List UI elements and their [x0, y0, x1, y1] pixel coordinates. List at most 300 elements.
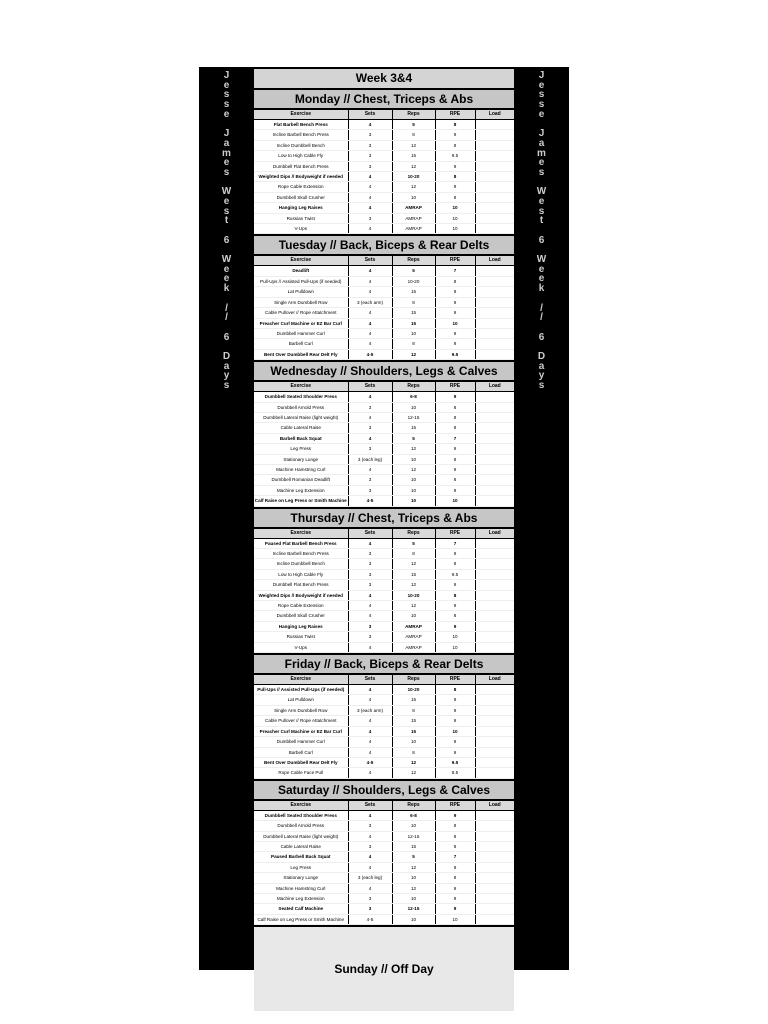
side-letter: D [537, 350, 546, 362]
side-letter: 6 [538, 331, 545, 343]
column-header: Sets [348, 256, 392, 266]
exercise-name: Leg Press [254, 444, 348, 454]
load-cell[interactable] [475, 716, 514, 726]
exercise-name: Rope Cable Face Pull [254, 768, 348, 778]
sets-cell: 4 [348, 192, 392, 202]
load-cell[interactable] [475, 213, 514, 223]
exercise-name: Dumbbell Hammer Curl [254, 737, 348, 747]
table-row [254, 580, 514, 590]
side-letter: s [538, 99, 545, 111]
rpe-cell: 8 [435, 412, 475, 422]
table-row [254, 642, 514, 652]
load-cell[interactable] [475, 182, 514, 192]
sets-cell: 4 [348, 120, 392, 130]
day-section [254, 507, 514, 653]
sets-cell: 4 [348, 182, 392, 192]
sets-cell: 3 [348, 821, 392, 831]
reps-cell: 8 [392, 549, 435, 559]
exercise-name: Preacher Curl Machine or EZ Bar Curl [254, 318, 348, 328]
table-row [254, 402, 514, 412]
load-cell[interactable] [475, 685, 514, 695]
rpe-cell: 8 [435, 402, 475, 412]
side-letter: e [223, 273, 230, 285]
reps-cell: 12 [392, 768, 435, 778]
reps-cell: 8 [392, 297, 435, 307]
reps-cell: 12 [392, 140, 435, 150]
exercise-name: Dumbbell Seated Shoulder Press [254, 810, 348, 820]
exercise-name: Machine Hamstring Curl [254, 883, 348, 893]
exercise-table [254, 382, 514, 506]
day-title: Tuesday // Back, Biceps & Rear Delts [254, 234, 514, 256]
load-cell[interactable] [475, 642, 514, 652]
load-cell[interactable] [475, 821, 514, 831]
load-cell[interactable] [475, 538, 514, 548]
exercise-name: Dumbbell Arnold Press [254, 821, 348, 831]
table-row [254, 768, 514, 778]
load-cell[interactable] [475, 328, 514, 338]
side-letter: y [538, 370, 545, 382]
rpe-cell: 9 [435, 444, 475, 454]
reps-cell: AMRAP [392, 621, 435, 631]
load-cell[interactable] [475, 392, 514, 402]
sets-cell: 3 [348, 904, 392, 914]
load-cell[interactable] [475, 611, 514, 621]
reps-cell: 12 [392, 883, 435, 893]
sets-cell: 4-5 [348, 914, 392, 924]
side-letter: s [223, 166, 230, 178]
exercise-name: Barbell Curl [254, 339, 348, 349]
reps-cell: 8 [392, 339, 435, 349]
column-header: RPE [435, 801, 475, 811]
rpe-cell: 9.5 [435, 757, 475, 767]
table-row [254, 172, 514, 182]
side-letter: a [538, 137, 545, 149]
sets-cell: 4 [348, 685, 392, 695]
sets-cell: 4 [348, 852, 392, 862]
load-cell[interactable] [475, 549, 514, 559]
table-row [254, 904, 514, 914]
rpe-cell: 7 [435, 538, 475, 548]
rpe-cell: 8 [435, 841, 475, 851]
load-cell[interactable] [475, 590, 514, 600]
rpe-cell: 9 [435, 580, 475, 590]
column-header: Exercise [254, 529, 348, 539]
sets-cell: 4 [348, 308, 392, 318]
load-cell[interactable] [475, 726, 514, 736]
rpe-cell: 9 [435, 287, 475, 297]
rpe-cell: 8.5 [435, 768, 475, 778]
exercise-name: Low to High Cable Fly [254, 151, 348, 161]
load-cell[interactable] [475, 444, 514, 454]
side-letter: J [223, 128, 230, 140]
load-cell[interactable] [475, 308, 514, 318]
sets-cell: 4 [348, 412, 392, 422]
column-header: Load [475, 382, 514, 392]
load-cell[interactable] [475, 810, 514, 820]
reps-cell: 15 [392, 151, 435, 161]
column-header: RPE [435, 110, 475, 120]
table-row [254, 496, 514, 506]
load-cell[interactable] [475, 737, 514, 747]
rpe-cell: 9 [435, 328, 475, 338]
load-cell[interactable] [475, 318, 514, 328]
side-letter: e [538, 108, 545, 120]
reps-cell: AMRAP [392, 224, 435, 234]
reps-cell: 12 [392, 182, 435, 192]
table-row [254, 757, 514, 767]
load-cell[interactable] [475, 559, 514, 569]
exercise-name: Dumbbell Skull Crusher [254, 192, 348, 202]
sets-cell: 4 [348, 611, 392, 621]
table-row [254, 841, 514, 851]
table-row [254, 266, 514, 276]
rpe-cell: 10 [435, 213, 475, 223]
side-letter: J [538, 128, 545, 140]
reps-cell: 10 [392, 496, 435, 506]
load-cell[interactable] [475, 192, 514, 202]
reps-cell: 10 [392, 328, 435, 338]
rpe-cell: 8 [435, 172, 475, 182]
table-row [254, 747, 514, 757]
exercise-name: Weighted Dips // Bodyweight if needed [254, 172, 348, 182]
table-row [254, 182, 514, 192]
side-letter: e [223, 195, 230, 207]
sets-cell: 4 [348, 339, 392, 349]
load-cell[interactable] [475, 485, 514, 495]
table-row [254, 716, 514, 726]
table-row [254, 821, 514, 831]
load-cell[interactable] [475, 266, 514, 276]
table-row [254, 328, 514, 338]
column-header: Load [475, 110, 514, 120]
exercise-name: Paused Barbell Back Squat [254, 852, 348, 862]
reps-cell: 10 [392, 873, 435, 883]
rpe-cell: 9 [435, 392, 475, 402]
exercise-name: Dumbbell Skull Crusher [254, 611, 348, 621]
table-row [254, 559, 514, 569]
exercise-name: Machine Hamstring Curl [254, 464, 348, 474]
side-letter: e [223, 157, 230, 169]
reps-cell: 6-8 [392, 810, 435, 820]
sets-cell: 3 [348, 444, 392, 454]
reps-cell: 12 [392, 757, 435, 767]
rpe-cell: 8 [435, 276, 475, 286]
rpe-cell: 9 [435, 747, 475, 757]
load-cell[interactable] [475, 120, 514, 130]
table-header-row [254, 382, 514, 392]
load-cell[interactable] [475, 873, 514, 883]
rpe-cell: 8 [435, 423, 475, 433]
sets-cell: 3 [348, 559, 392, 569]
load-cell[interactable] [475, 496, 514, 506]
table-row [254, 852, 514, 862]
exercise-name: Stationary Lunge [254, 873, 348, 883]
load-cell[interactable] [475, 883, 514, 893]
load-cell[interactable] [475, 580, 514, 590]
table-row [254, 475, 514, 485]
table-row [254, 192, 514, 202]
load-cell[interactable] [475, 904, 514, 914]
exercise-name: Deadlift [254, 266, 348, 276]
week-title: Week 3&4 [254, 69, 514, 90]
rpe-cell: 9 [435, 601, 475, 611]
rpe-cell: 10 [435, 496, 475, 506]
side-letter: J [223, 70, 230, 81]
sets-cell: 4 [348, 318, 392, 328]
column-header: Exercise [254, 675, 348, 685]
exercise-name: Lat Pulldown [254, 287, 348, 297]
reps-cell: 5 [392, 852, 435, 862]
sets-cell: 3 [348, 161, 392, 171]
column-header: Sets [348, 675, 392, 685]
reps-cell: 10 [392, 821, 435, 831]
side-letter: W [221, 254, 232, 266]
exercise-name: Barbell Curl [254, 747, 348, 757]
sets-cell: 3 [348, 423, 392, 433]
sets-cell: 3 [348, 475, 392, 485]
reps-cell: 15 [392, 423, 435, 433]
exercise-name: Russian Twist [254, 213, 348, 223]
reps-cell: 10 [392, 192, 435, 202]
reps-cell: 10 [392, 402, 435, 412]
rpe-cell: 9 [435, 883, 475, 893]
load-cell[interactable] [475, 747, 514, 757]
load-cell[interactable] [475, 757, 514, 767]
sets-cell: 3 [348, 485, 392, 495]
rpe-cell: 9 [435, 485, 475, 495]
rpe-cell: 9 [435, 297, 475, 307]
side-letter: m [222, 147, 231, 159]
reps-cell: 15 [392, 726, 435, 736]
exercise-name: Stationary Lunge [254, 454, 348, 464]
rpe-cell: 9 [435, 737, 475, 747]
program-content [254, 69, 514, 1011]
side-letter: s [538, 166, 545, 178]
load-cell[interactable] [475, 402, 514, 412]
exercise-name: Cable Pullover // Rope Attatchment [254, 308, 348, 318]
side-letter: t [539, 215, 544, 227]
table-row [254, 120, 514, 130]
side-letter: D [222, 350, 231, 362]
load-cell[interactable] [475, 349, 514, 359]
column-header: Reps [392, 382, 435, 392]
side-letter: W [221, 186, 232, 198]
rpe-cell: 8 [435, 821, 475, 831]
exercise-table [254, 675, 514, 779]
sets-cell: 4-5 [348, 757, 392, 767]
load-cell[interactable] [475, 914, 514, 924]
exercise-name: Pull-Ups // Assisted Pull-Ups (if needed) [254, 685, 348, 695]
sets-cell: 4-5 [348, 496, 392, 506]
column-header: Exercise [254, 382, 348, 392]
load-cell[interactable] [475, 423, 514, 433]
side-letter: s [223, 99, 230, 111]
sets-cell: 4 [348, 737, 392, 747]
side-letter: m [537, 147, 546, 159]
exercise-name: Dumbbell Seated Shoulder Press [254, 392, 348, 402]
load-cell[interactable] [475, 161, 514, 171]
day-title: Monday // Chest, Triceps & Abs [254, 90, 514, 110]
exercise-name: Incline Barbell Bench Press [254, 130, 348, 140]
load-cell[interactable] [475, 224, 514, 234]
table-header-row [254, 529, 514, 539]
table-row [254, 203, 514, 213]
load-cell[interactable] [475, 768, 514, 778]
reps-cell: 15 [392, 287, 435, 297]
load-cell[interactable] [475, 130, 514, 140]
table-row [254, 685, 514, 695]
exercise-name: Incline Dumbbell Bench [254, 559, 348, 569]
rpe-cell: 10 [435, 318, 475, 328]
day-section [254, 360, 514, 506]
side-letter: t [224, 215, 229, 227]
column-header: Reps [392, 110, 435, 120]
side-letter: J [538, 70, 545, 81]
sets-cell: 3 [348, 569, 392, 579]
load-cell[interactable] [475, 695, 514, 705]
side-letter: / [540, 302, 543, 314]
column-header: RPE [435, 256, 475, 266]
load-cell[interactable] [475, 297, 514, 307]
side-letter: W [536, 254, 547, 266]
rpe-cell: 9 [435, 308, 475, 318]
sets-cell: 4 [348, 464, 392, 474]
sets-cell: 4 [348, 642, 392, 652]
column-header: Sets [348, 529, 392, 539]
sets-cell: 4 [348, 862, 392, 872]
load-cell[interactable] [475, 621, 514, 631]
load-cell[interactable] [475, 475, 514, 485]
side-letter: s [223, 89, 230, 101]
table-row [254, 287, 514, 297]
sets-cell: 3 (each leg) [348, 454, 392, 464]
load-cell[interactable] [475, 569, 514, 579]
table-row [254, 914, 514, 924]
reps-cell: 10 [392, 893, 435, 903]
load-cell[interactable] [475, 601, 514, 611]
load-cell[interactable] [475, 852, 514, 862]
column-header: Load [475, 675, 514, 685]
table-row [254, 130, 514, 140]
load-cell[interactable] [475, 433, 514, 443]
rpe-cell: 8 [435, 454, 475, 464]
exercise-name: Barbell Back Squat [254, 433, 348, 443]
sets-cell: 4 [348, 768, 392, 778]
exercise-name: Incline Dumbbell Bench [254, 140, 348, 150]
exercise-name: Lat Pulldown [254, 695, 348, 705]
side-letter: / [540, 312, 543, 324]
rpe-cell: 9.5 [435, 151, 475, 161]
sets-cell: 4 [348, 276, 392, 286]
reps-cell: 10 [392, 737, 435, 747]
reps-cell: 15 [392, 841, 435, 851]
load-cell[interactable] [475, 339, 514, 349]
load-cell[interactable] [475, 831, 514, 841]
exercise-name: Rope Cable Extension [254, 182, 348, 192]
exercise-name: Bent Over Dumbbell Rear Delt Fly [254, 349, 348, 359]
side-letter: e [538, 79, 545, 91]
sets-cell: 3 [348, 632, 392, 642]
table-row [254, 318, 514, 328]
exercise-name: Single Arm Dumbbell Row [254, 297, 348, 307]
day-title: Wednesday // Shoulders, Legs & Calves [254, 360, 514, 382]
rpe-cell: 9 [435, 716, 475, 726]
exercise-name: V-Ups [254, 642, 348, 652]
load-cell[interactable] [475, 893, 514, 903]
table-row [254, 349, 514, 359]
side-letter: s [538, 380, 545, 391]
table-row [254, 695, 514, 705]
load-cell[interactable] [475, 203, 514, 213]
table-row [254, 161, 514, 171]
exercise-name: Single Arm Dumbbell Row [254, 705, 348, 715]
load-cell[interactable] [475, 140, 514, 150]
exercise-name: Machine Leg Extension [254, 893, 348, 903]
load-cell[interactable] [475, 705, 514, 715]
table-header-row [254, 256, 514, 266]
side-letter: y [223, 370, 230, 382]
rpe-cell: 10 [435, 914, 475, 924]
exercise-name: Bent Over Dumbbell Rear Delt Fly [254, 757, 348, 767]
reps-cell: 10 [392, 454, 435, 464]
rpe-cell: 9 [435, 904, 475, 914]
rpe-cell: 8 [435, 192, 475, 202]
exercise-name: Weighted Dips // Bodyweight if needed [254, 590, 348, 600]
column-header: Sets [348, 382, 392, 392]
load-cell[interactable] [475, 632, 514, 642]
side-letter: / [225, 312, 228, 324]
load-cell[interactable] [475, 862, 514, 872]
table-row [254, 810, 514, 820]
reps-cell: 12-15 [392, 412, 435, 422]
side-letter: W [536, 186, 547, 198]
table-row [254, 726, 514, 736]
reps-cell: 12 [392, 862, 435, 872]
load-cell[interactable] [475, 412, 514, 422]
load-cell[interactable] [475, 287, 514, 297]
rpe-cell: 8 [435, 590, 475, 600]
exercise-name: Machine Leg Extension [254, 485, 348, 495]
column-header: Load [475, 801, 514, 811]
sets-cell: 4 [348, 433, 392, 443]
table-row [254, 737, 514, 747]
reps-cell: AMRAP [392, 213, 435, 223]
rpe-cell: 9 [435, 862, 475, 872]
side-letter: 6 [223, 234, 230, 246]
load-cell[interactable] [475, 464, 514, 474]
reps-cell: 5 [392, 538, 435, 548]
load-cell[interactable] [475, 172, 514, 182]
column-header: RPE [435, 382, 475, 392]
column-header: Load [475, 256, 514, 266]
sets-cell: 4 [348, 203, 392, 213]
rpe-cell: 9 [435, 705, 475, 715]
rpe-cell: 7 [435, 852, 475, 862]
table-row [254, 433, 514, 443]
load-cell[interactable] [475, 276, 514, 286]
load-cell[interactable] [475, 151, 514, 161]
sets-cell: 3 [348, 402, 392, 412]
column-header: Sets [348, 801, 392, 811]
load-cell[interactable] [475, 454, 514, 464]
column-header: Reps [392, 256, 435, 266]
reps-cell: 5 [392, 266, 435, 276]
load-cell[interactable] [475, 841, 514, 851]
sets-cell: 3 [348, 580, 392, 590]
rpe-cell: 9 [435, 549, 475, 559]
table-row [254, 464, 514, 474]
table-row [254, 308, 514, 318]
